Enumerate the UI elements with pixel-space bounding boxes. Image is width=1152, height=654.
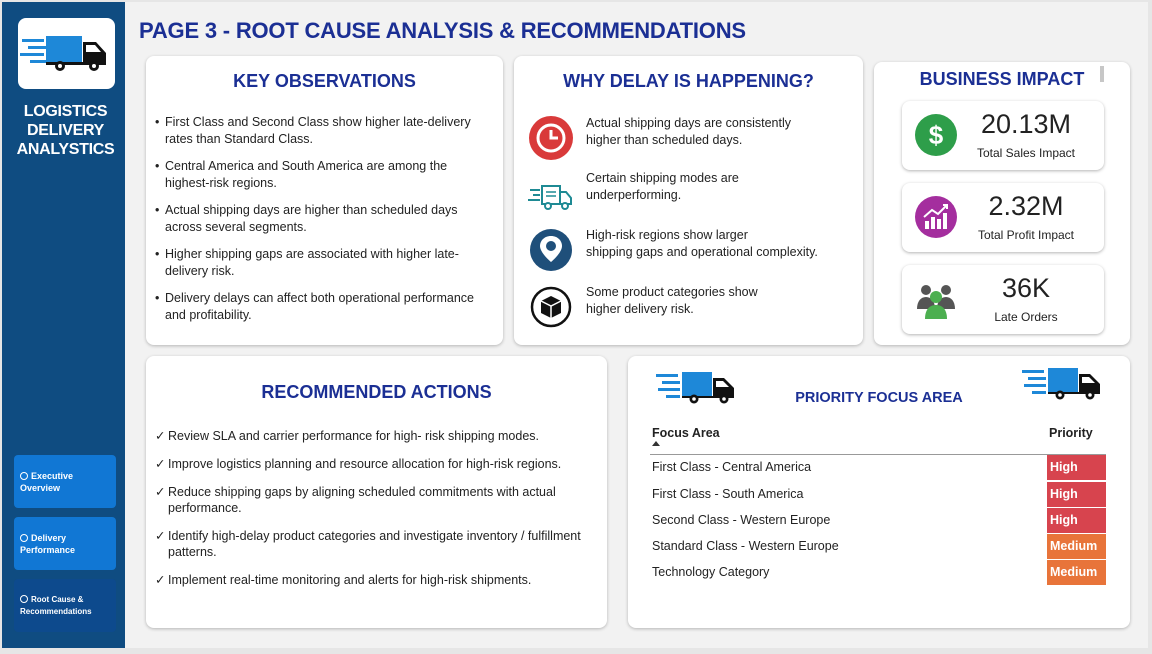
priority-badge: High xyxy=(1047,455,1106,480)
scrollbar-thumb[interactable] xyxy=(1100,66,1104,82)
list-item: • Actual shipping days are higher than scheduled days across several segments. xyxy=(154,202,494,236)
table-row[interactable]: Technology Category Medium xyxy=(650,560,1106,586)
key-observations-title: KEY OBSERVATIONS xyxy=(233,71,416,91)
clock-icon xyxy=(528,115,574,161)
table-row[interactable]: Second Class - Western Europe High xyxy=(650,508,1106,534)
check-icon: ✓ xyxy=(155,429,166,443)
table-row[interactable]: First Class - Central America High xyxy=(650,455,1106,481)
priority-focus-card xyxy=(628,356,1130,628)
kpi-label: Total Profit Impact xyxy=(977,228,1075,242)
priority-title: PRIORITY FOCUS AREA xyxy=(795,390,963,406)
nav-executive-overview[interactable]: Executive Overview xyxy=(14,455,116,508)
priority-badge: High xyxy=(1047,508,1106,533)
actions-list xyxy=(154,428,599,600)
kpi-value: 20.13M xyxy=(980,109,1072,139)
circle-nav-icon xyxy=(20,472,28,480)
priority-badge: High xyxy=(1047,482,1106,507)
column-header-focus-area[interactable]: Focus Area xyxy=(652,426,720,440)
location-pin-icon xyxy=(528,227,574,273)
business-impact-card xyxy=(874,62,1130,345)
key-observations-card xyxy=(146,56,503,345)
kpi-card-profit xyxy=(902,183,1104,252)
nav-root-cause[interactable]: Root Cause & Recommendations xyxy=(14,579,116,632)
truck-logo-icon xyxy=(20,36,112,72)
circle-nav-icon xyxy=(20,534,28,542)
kpi-value: 2.32M xyxy=(988,191,1064,221)
column-header-priority[interactable]: Priority xyxy=(1049,426,1093,440)
priority-badge: Medium xyxy=(1047,560,1106,585)
observations-list xyxy=(154,114,494,334)
package-box-icon xyxy=(528,284,574,330)
people-icon xyxy=(914,277,958,321)
delivery-truck-icon xyxy=(528,170,574,216)
list-item: ✓ Implement real-time monitoring and alerts for high-risk shipments. xyxy=(155,573,532,587)
why-delay-card xyxy=(514,56,863,345)
sort-ascending-icon[interactable] xyxy=(652,441,660,446)
recommended-actions-card xyxy=(146,356,607,628)
why-item: Certain shipping modes are underperforming. xyxy=(528,170,858,218)
check-icon: ✓ xyxy=(155,573,166,587)
list-item: ✓ Review SLA and carrier performance for high- risk shipping modes. xyxy=(155,429,540,443)
nav-delivery-performance[interactable]: Delivery Performance xyxy=(14,517,116,570)
svg-text:$: $ xyxy=(928,120,944,150)
check-icon: ✓ xyxy=(155,457,166,471)
check-icon: ✓ xyxy=(155,485,166,499)
recommended-actions-title: RECOMMENDED ACTIONS xyxy=(261,382,492,402)
table-row[interactable]: First Class - South America High xyxy=(650,482,1106,508)
kpi-card-late-orders xyxy=(902,265,1104,334)
page-title: PAGE 3 - ROOT CAUSE ANALYSIS & RECOMMENDATIONS xyxy=(139,18,746,43)
list-item: ✓ Improve logistics planning and resource allocation for high-risk regions. xyxy=(155,457,562,471)
why-delay-title: WHY DELAY IS HAPPENING? xyxy=(563,71,814,91)
list-item: ✓ Identify high-delay product categories and investigate inventory / fulfillment patterns. xyxy=(155,529,581,559)
app-title: LOGISTICS DELIVERY ANALYSTICS xyxy=(16,103,115,158)
table-row[interactable]: Standard Class - Western Europe Medium xyxy=(650,534,1106,560)
circle-nav-icon xyxy=(20,595,28,603)
check-icon: ✓ xyxy=(155,529,166,543)
growth-chart-icon xyxy=(914,195,958,239)
list-item: • Central America and South America are among the highest-risk regions. xyxy=(154,158,494,192)
list-item: • First Class and Second Class show higher late-delivery rates than Standard Class. xyxy=(154,114,494,148)
dollar-icon xyxy=(914,113,958,157)
kpi-label: Late Orders xyxy=(994,310,1058,324)
kpi-card-sales xyxy=(902,101,1104,170)
kpi-value: 36K xyxy=(1001,273,1051,303)
list-item: ✓ Reduce shipping gaps by aligning scheduled commitments with actual performance. xyxy=(155,485,556,515)
logo xyxy=(18,18,115,89)
why-item: Actual shipping days are consistently higher than scheduled days. xyxy=(528,115,858,163)
list-item: • Delivery delays can affect both operational performance and profitability. xyxy=(154,290,494,324)
why-item: High-risk regions show larger shipping gaps and operational complexity. xyxy=(528,227,858,275)
why-item: Some product categories show higher delivery risk. xyxy=(528,284,858,332)
business-impact-title: BUSINESS IMPACT xyxy=(919,69,1085,89)
sidebar xyxy=(2,2,125,648)
priority-badge: Medium xyxy=(1047,534,1106,559)
kpi-label: Total Sales Impact xyxy=(976,146,1076,160)
list-item: • Higher shipping gaps are associated with higher late-delivery risk. xyxy=(154,246,494,280)
